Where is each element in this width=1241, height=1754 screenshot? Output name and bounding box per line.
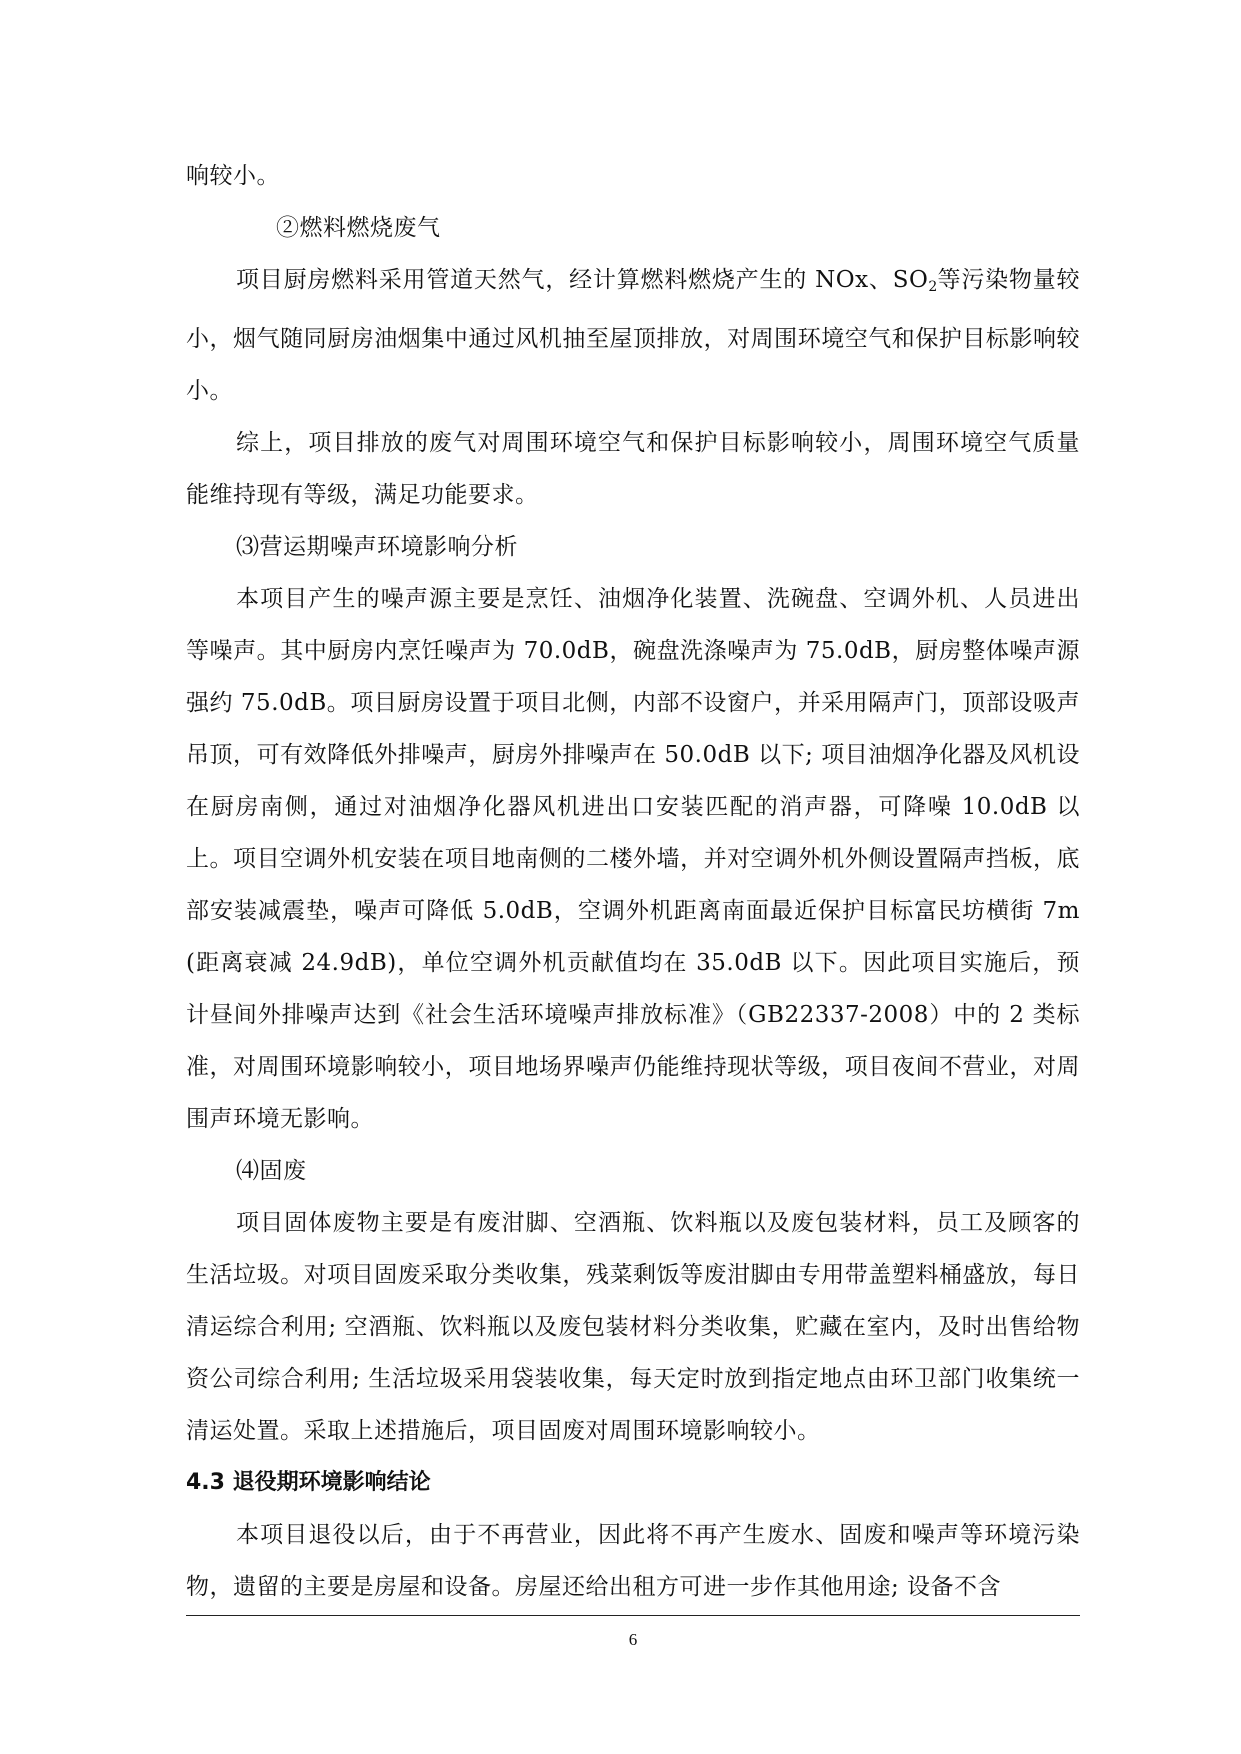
so2-subscript: 2 [928, 279, 938, 295]
subheading-solid-waste: ⑷固废 [236, 1158, 307, 1184]
paragraph-decommission: 本项目退役以后，由于不再营业，因此将不再产生废水、固废和噪声等环境污染物，遗留的主要是房屋和设备。房屋还给出租方可进一步作其他用途; 设备不含 [186, 1522, 1080, 1600]
paragraph-noise: 本项目产生的噪声源主要是烹饪、油烟净化装置、洗碗盘、空调外机、人员进出等噪声。其中厨房内烹饪噪声为 70.0dB，碗盘洗涤噪声为 75.0dB，厨房整体噪声源强约 75.0dB。项目厨房设置于项目北侧，内部不设窗户，并采用隔声门，顶部设吸声吊顶，可有效降低外排噪声，厨房外排噪声在 50.0dB 以下; 项目油烟净化器及风机设在厨房南侧，通过对油烟净化器风机进出口安装匹配的消声器，可降噪 10.0dB 以上。项目空调外机安装在项目地南侧的二楼外墙，并对空调外机外侧设置隔声挡板，底部安装减震垫，噪声可降低 5.0dB，空调外机距离南面最近保护目标富民坊横街 7m (距离衰减 24.9dB)，单位空调外机贡献值均在 35.0dB 以下。因此项目实施后，预计昼间外排噪声达到《社会生活环境噪声排放标准》（GB22337-2008）中的 2 类标准，对周围环境影响较小，项目地场界噪声仍能维持现状等级，项目夜间不营业，对周围声环境无影响。 [186, 586, 1080, 1132]
paragraph-fuel [186, 254, 1080, 417]
footer-divider [186, 1615, 1080, 1616]
paragraph-continuation: 响较小。 [186, 163, 280, 189]
subheading-noise: ⑶营运期噪声环境影响分析 [236, 534, 518, 560]
paragraph-fuel-text-a: 项目厨房燃料采用管道天然气，经计算燃料燃烧产生的 NOx、SO [236, 267, 929, 293]
paragraph-solid-waste: 项目固体废物主要是有废泔脚、空酒瓶、饮料瓶以及废包装材料，员工及顾客的生活垃圾。对项目固废采取分类收集，残菜剩饭等废泔脚由专用带盖塑料桶盛放，每日清运综合利用; 空酒瓶、饮料瓶以及废包装材料分类收集，贮藏在室内，及时出售给物资公司综合利用; 生活垃圾采用袋装收集，每天定时放到指定地点由环卫部门收集统一清运处置。采取上述措施后，项目固废对周围环境影响较小。 [186, 1210, 1080, 1444]
paragraph-fuel-text-b: 等污染物量较小，烟气随同厨房油烟集中通过风机抽至屋顶排放，对周围环境空气和保护目标影响较小。 [186, 267, 1080, 404]
section-heading-decommission: 4.3 退役期环境影响结论 [186, 1470, 431, 1495]
subheading-fuel-combustion: ②燃料燃烧废气 [276, 215, 441, 241]
page-body [186, 150, 1080, 1613]
paragraph-summary: 综上，项目排放的废气对周围环境空气和保护目标影响较小，周围环境空气质量能维持现有等级，满足功能要求。 [186, 430, 1080, 508]
page-number: 6 [628, 1630, 638, 1649]
